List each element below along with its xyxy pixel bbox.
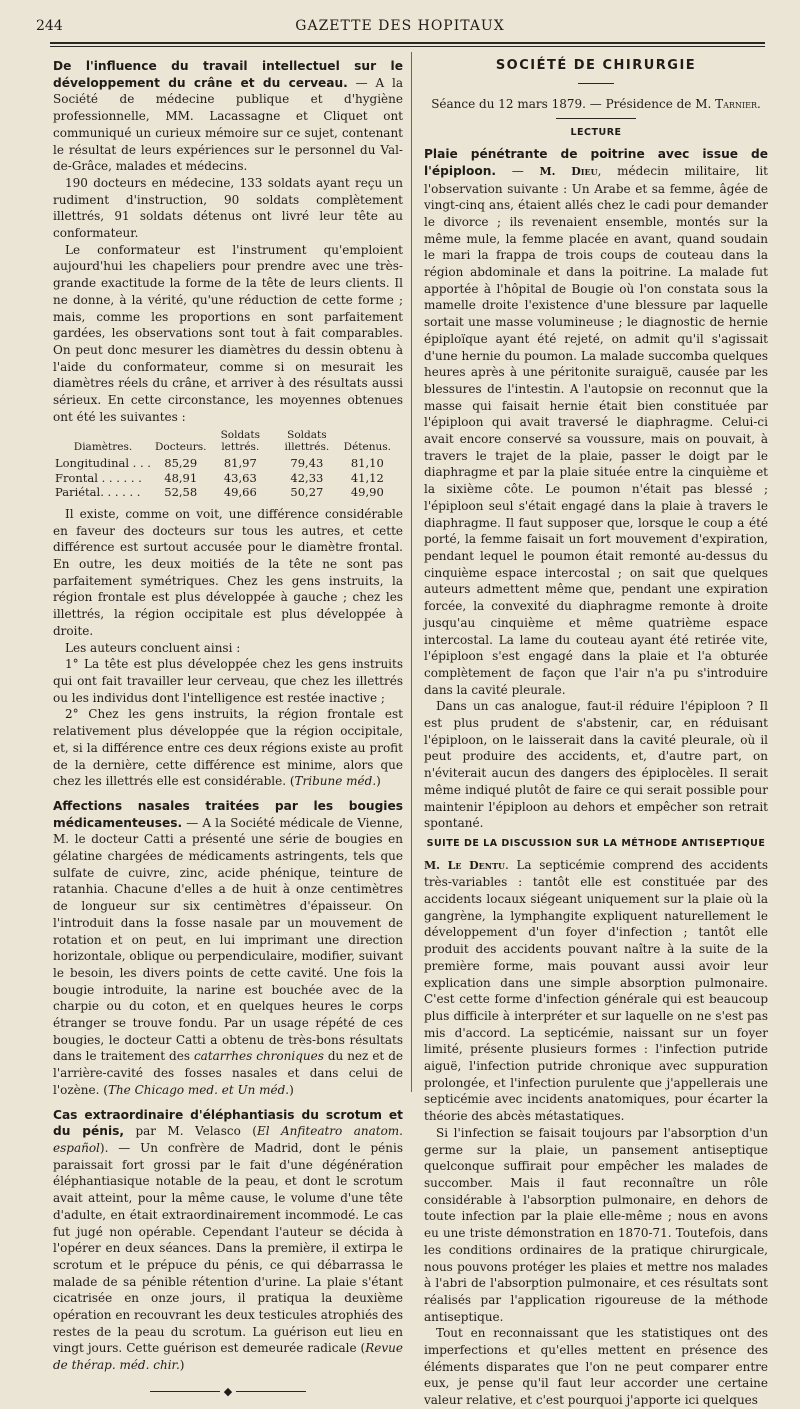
- subsection-heading: SUITE DE LA DISCUSSION SUR LA MÉTHODE ANTISEPTIQUE: [426, 837, 766, 849]
- paragraph: Il existe, comme on voit, une différence considérable en faveur des docteurs sur tous les autres, et cette différence est surtout accusée pour le diamètre frontal. En outre, les deux moitiés de la tête ne sont pas parfaitement symétriques. Chez les gens instruits, la région frontale est plus développée à gauche ; chez les illettrés, la région occipitale est plus développée à droite.: [53, 506, 403, 638]
- page-header: [30, 18, 770, 40]
- section-title: SOCIÉTÉ DE CHIRURGIE: [495, 58, 697, 73]
- paragraph: Si l'infection se faisait toujours par l'absorption d'un germe sur la plaie, un pansement antiseptique quelconque suffirait pour empêcher les malades de succomber. Mais il faut reconnaître un rôle considérable à l'absorption pulmonaire, en dehors de toute infection par la plaie elle-même ; nous en avons eu une triste démonstration en 1870-71. Toutefois, dans les conditions ordinaires de la pratique chirurgicale, nous pouvons protéger les plaies et mettre nos malades à l'abri de l'absorption pulmonaire, et ces résultats sont réalisés par l'application rigoureuse de la méthode antiseptique.: [424, 1125, 768, 1324]
- paragraph: Tout en reconnaissant que les statistiques ont des imperfections et qu'elles mettent en présence des éléments disparates que l'on ne peut comparer entre eux, je pense qu'il faut leur accorder une certaine valeur relative, et c'est pourquoi j'apporte ici quelques: [424, 1326, 768, 1408]
- table-row: Longitudinal . . . 85,29 81,97 79,43 81,10: [55, 456, 384, 471]
- source-citation: Tribune méd.: [294, 774, 377, 789]
- article-title: Plaie pénétrante de poitrine avec issue de l'épiploon.: [424, 147, 768, 178]
- right-column: [424, 58, 768, 1409]
- page-number: 244: [36, 18, 63, 34]
- source-citation: Revue de thérap. méd. chir.: [53, 1341, 403, 1373]
- col-header: Détenus.: [343, 441, 391, 454]
- source-citation: The Chicago med. et Un méd.: [107, 1082, 290, 1097]
- session-line: Séance du 12 mars 1879. — Présidence de M. Tarnier.: [431, 96, 761, 111]
- paragraph: Les auteurs concluent ainsi :: [65, 640, 241, 655]
- left-column: [53, 58, 403, 1401]
- divider: [556, 118, 636, 119]
- article-elephantiasis: Cas extraordinaire d'éléphantiasis du scrotum et du pénis, par M. Velasco (El Anfiteatro anatom. español). — Un confrère de Madrid, dont le pénis paraissait fort grossi par le fait d'une dégénération éléphantiasique notable de la peau, et dont le scrotum avait atteint, pour la même cause, le volume d'une tête d'adulte, en était extraordinairement incommodé. Le cas fut jugé non opérable. Cependant l'auteur se décida à l'opérer en deux séances. Dans la première, il extirpa le scrotum et le prépuce du pénis, ce qui débarrassa le malade de sa pénible rétention d'urine. La plaie s'étant cicatrisée en onze jours, il pratiqua la deuxième opération en recouvrant les deux testicules atrophiés des restes de la peau du scrotum. La guérison eut lieu en vingt jours. Cette guérison est demeurée radicale (Revue de thérap. méd. chir.): [53, 1107, 403, 1373]
- paragraph: Dans un cas analogue, faut-il réduire l'épiploon ? Il est plus prudent de s'abstenir, car, en réduisant l'épiploon, on le laisserait dans la cavité pleurale, où il peut produire des accidents, et, d'autre part, on n'éviterait aucun des dangers des épiplocèles. Il serait même indiqué plutôt de faire ce qui serait possible pour maintenir l'épiploon au dehors et empêcher son retrait spontané.: [424, 699, 768, 831]
- col-header: Diamètres.: [73, 441, 133, 454]
- article-epiploon: Plaie pénétrante de poitrine avec issue de l'épiploon. — M. Dieu, médecin militaire, lit l'observation suivante : Un Arabe et sa femme, âgée de vingt-cinq ans, étaient allés chez le cadi pour demander le divorce ; ils revenaient ensemble, montés sur la même mule, la femme placée en avant, quand soudain le mari la frappa de trois coups de couteau dans la région abdominale et dans la poitrine. La malade fut apportée à l'hôpital de Bougie où l'on constata sous la mamelle droite l'existence d'une blessure par laquelle sortait une masse volumineuse ; le diagnostic de hernie épiploïque ayant été rejeté, on admit qu'il s'agissait d'une hernie du poumon. La malade succomba quelques heures après à une péritonite suraiguë, causée par les blessures de l'intestin. A l'autopsie on reconnut que la masse qui faisait hernie était bien constituée par l'épiploon qui avait traversé le diaphragme. Celui-ci avait encore conservé sa voussure, mais on pouvait, à travers le trajet de la plaie, passer le doigt par le diaphragme et par la plaie située entre la cinquième et la sixième côte. Le poumon n'était pas blessé ; l'épiploon seul s'était engagé dans la plaie à travers le diaphragme. Il faut supposer que, lorsque le coup a été porté, la femme faisait un fort mouvement d'expiration, pendant lequel le poumon était remonté au-dessus du cinquième espace intercostal ; on sait que quelques auteurs admettent même que, pendant une expiration forcée, la convexité du diaphragme remonte à droite jusqu'au cinquième et même quatrième espace intercostal. La lame du couteau ayant été retirée vite, l'épiploon s'est engagé dans la plaie et l'a obturée complètement de façon que l'air n'a pu s'introduire dans la cavité pleurale.: [424, 147, 768, 697]
- measurements-table: [53, 429, 393, 500]
- table-row: Pariétal. . . . . . 52,58 49,66 50,27 49,90: [55, 485, 384, 500]
- speaker-name: M. Dieu: [539, 164, 598, 178]
- column-separator: [411, 52, 412, 1092]
- header-rule: [50, 42, 765, 47]
- article-title: De l'influence du travail intellectuel sur le développement du crâne et du cerveau.: [53, 59, 403, 90]
- col-header: Soldats illettrés.: [284, 429, 330, 454]
- article-bougies: Affections nasales traitées par les bougies médicamenteuses. — A la Société médicale de Vienne, M. le docteur Catti a présenté une série de bougies en gélatine chargées de médicaments astringents, tels que sulfate de cuivre, zinc, acide phénique, teinture de ratanhia. Chacune d'elles a de huit à onze centimètres de longueur sur six centimètres d'épaisseur. On l'introduit dans la fosse nasale par un mouvement de rotation et on peut, en lui imprimant une direction horizontale, oblique ou perpendiculaire, modifier, suivant le besoin, les divers points de cette cavité. Une fois la bougie introduite, la narine est bouchée avec de la charpie ou du coton, et en quelques heures le corps étranger se trouve fondu. Par un usage répété de ces bougies, le docteur Catti a obtenu de très-bons résultats dans le traitement des catarrhes chroniques du nez et de l'arrière-cavité des fosses nasales et dans celui de l'ozène. (The Chicago med. et Un méd.): [53, 798, 403, 1097]
- running-title: GAZETTE DES HOPITAUX: [295, 18, 505, 34]
- discussion-paragraph: M. Le Dentu. La septicémie comprend des accidents très-variables : tantôt elle est constituée par des accidents locaux siégeant uniquement sur la plaie où la gangrène, la lymphangite expliquent naturellement le développement d'un foyer d'infection ; tantôt elle produit des accidents pouvant naître à la suite de la première forme, mais pouvant aussi avoir leur explication dans une simple absorption pulmonaire. C'est cette forme d'infection générale qui est beaucoup plus difficile à interpréter et sur laquelle on ne s'est pas mis d'accord. La septicémie, naissant sur un foyer limité, présente plusieurs formes : l'infection putride aiguë, l'infection putride chronique avec suppuration prolongée, et l'infection purulente que j'appellerais une septicémie avec incidents anatomiques, pour écarter la théorie des abcès métastatiques.: [424, 857, 768, 1124]
- divider: [578, 83, 614, 84]
- end-ornament: ◆: [53, 1384, 403, 1401]
- article-cerveau-intro: De l'influence du travail intellectuel sur le développement du crâne et du cerveau. — A la Société de médecine publique et d'hygiène professionnelle, MM. Lacassagne et Cliquet ont communiqué un curieux mémoire sur ce sujet, contenant le résultat de leurs expériences sur le personnel du Val-de-Grâce, malades et médecins.: [53, 59, 403, 174]
- subsection-heading: LECTURE: [570, 127, 622, 139]
- paragraph: 2° Chez les gens instruits, la région frontale est relativement plus développée que la région occipitale, et, si la différence entre ces deux régions existe au profit de la dernière, cette différence est minime, alors que chez les illettrés elle est considérable. (Tribune méd.): [53, 707, 403, 789]
- col-header: Soldats lettrés.: [220, 429, 261, 454]
- col-header: Docteurs.: [154, 441, 207, 454]
- speaker-name: M. Le Dentu: [424, 858, 506, 872]
- article-title: Affections nasales traitées par les bougies médicamenteuses.: [53, 798, 403, 830]
- table-header-row: [53, 429, 393, 456]
- paragraph: Le conformateur est l'instrument qu'emploient aujourd'hui les chapeliers pour prendre avec une très-grande exactitude la forme de la tête de leurs clients. Il ne donne, à la vérité, qu'une réduction de cette forme ; mais, comme les proportions en sont parfaitement gardées, les observations sont tout à fait comparables. On peut donc mesurer les diamètres du dessin obtenu à l'aide du conformateur, comme si on mesurait les diamètres réels du crâne, et arriver à des résultats aussi sérieux. En cette circonstance, les moyennes obtenues ont été les suivantes :: [53, 242, 403, 424]
- article-title: Cas extraordinaire d'éléphantiasis du scrotum et du pénis,: [53, 1107, 403, 1139]
- paragraph: 1° La tête est plus développée chez les gens instruits qui ont fait travailler leur cerveau, que chez les illettrés ou les individus dont l'intelligence est restée inactive ;: [53, 657, 403, 705]
- table-row: Frontal . . . . . . 48,91 43,63 42,33 41,12: [55, 470, 384, 485]
- paragraph: 190 docteurs en médecine, 133 soldats ayant reçu un rudiment d'instruction, 90 soldats complètement illettrés, 91 soldats détenus ont livré leur tête au conformateur.: [53, 175, 403, 241]
